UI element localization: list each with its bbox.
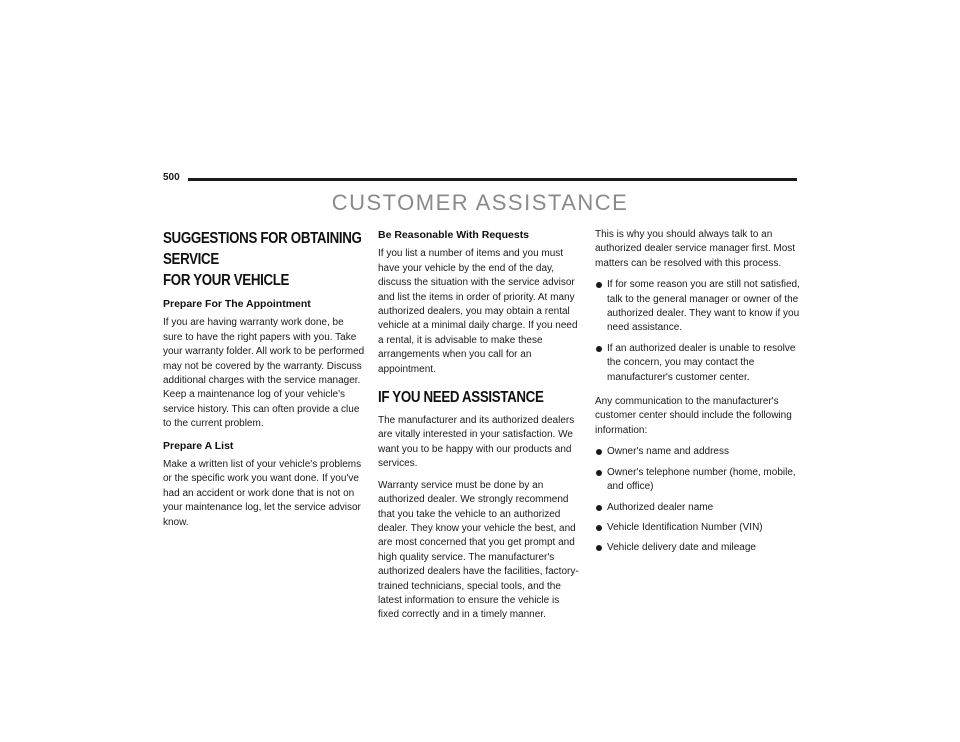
paragraph: Make a written list of your vehicle's problems or the specific work you want done. If you've had an accident or work done that is not on your maintenance log, let the service advisor know.	[163, 459, 362, 528]
paragraph: Any communication to the manufacturer's customer center should include the following information:	[595, 396, 792, 436]
subheading-prepare-appointment: Prepare For The Appointment	[163, 298, 311, 310]
list-item-text: Owner's name and address	[607, 446, 729, 458]
bullet-list-escalation	[595, 278, 805, 385]
bullet-icon	[596, 449, 602, 455]
bullet-icon	[596, 470, 602, 476]
column-middle	[378, 228, 580, 630]
bullet-list-information	[595, 445, 805, 555]
header-rule	[188, 178, 797, 181]
list-item-text: If for some reason you are still not satisfied, talk to the general manager or owner of the authorized dealer. They want to know if you need assistance.	[607, 279, 800, 334]
section-heading-line: SUGGESTIONS FOR OBTAINING SERVICE	[163, 230, 362, 268]
page-number: 500	[163, 172, 180, 183]
bullet-icon	[596, 282, 602, 288]
list-item	[595, 541, 805, 555]
list-item-text: Vehicle Identification Number (VIN)	[607, 521, 763, 533]
list-item	[595, 278, 805, 336]
subheading-prepare-list: Prepare A List	[163, 439, 234, 452]
bullet-icon	[596, 545, 602, 551]
column-left	[163, 228, 365, 537]
section-heading-assistance: IF YOU NEED ASSISTANCE	[378, 389, 544, 407]
list-item-text: Authorized dealer name	[607, 501, 714, 513]
paragraph: If you are having warranty work done, be sure to have the right papers with you. Take your warranty folder. All work to be performed may not be covered by the warranty. Discuss additional charges with the service manager. Keep a maintenance log of your vehicle's service history. This can often provide a clue to the current problem.	[163, 317, 365, 430]
list-item	[595, 445, 805, 459]
bullet-icon	[596, 525, 602, 531]
column-right	[595, 228, 805, 562]
list-item	[595, 501, 805, 515]
list-item-text: If an authorized dealer is unable to resolve the concern, you may contact the manufacturer's customer center.	[607, 342, 796, 383]
list-item-text: Vehicle delivery date and mileage	[607, 542, 756, 554]
paragraph: This is why you should always talk to an authorized dealer service manager first. Most matters can be resolved with this process.	[595, 229, 796, 269]
section-heading-line: FOR YOUR VEHICLE	[163, 272, 290, 289]
list-item	[595, 466, 805, 495]
paragraph: Warranty service must be done by an authorized dealer. We strongly recommend that you take the vehicle to an authorized dealer. They know your vehicle the best, and are most concerned that you get prompt and high quality service. The manufacturer's authorized dealers have the facilities, factory-trained technicians, special tools, and the latest information to ensure the vehicle is fixed correctly and in a timely manner.	[378, 479, 579, 621]
paragraph: The manufacturer and its authorized dealers are vitally interested in your satisfaction. We want you to be happy with our products and services.	[378, 415, 575, 470]
subheading-reasonable-requests: Be Reasonable With Requests	[378, 229, 530, 241]
chapter-title: CUSTOMER ASSISTANCE	[331, 190, 629, 215]
list-item-text: Owner's telephone number (home, mobile, and office)	[607, 466, 796, 493]
section-heading-service	[163, 228, 369, 291]
paragraph: If you list a number of items and you must have your vehicle by the end of the day, discuss the situation with the service advisor and list the items in order of priority. At many authorized dealers, you may obtain a rental vehicle at a minimal daily charge. If you need a rental, it is advisable to make these arrangements when you call for an appointment.	[378, 248, 578, 375]
list-item	[595, 342, 805, 385]
list-item	[595, 521, 805, 535]
bullet-icon	[596, 346, 602, 352]
bullet-icon	[596, 505, 602, 511]
